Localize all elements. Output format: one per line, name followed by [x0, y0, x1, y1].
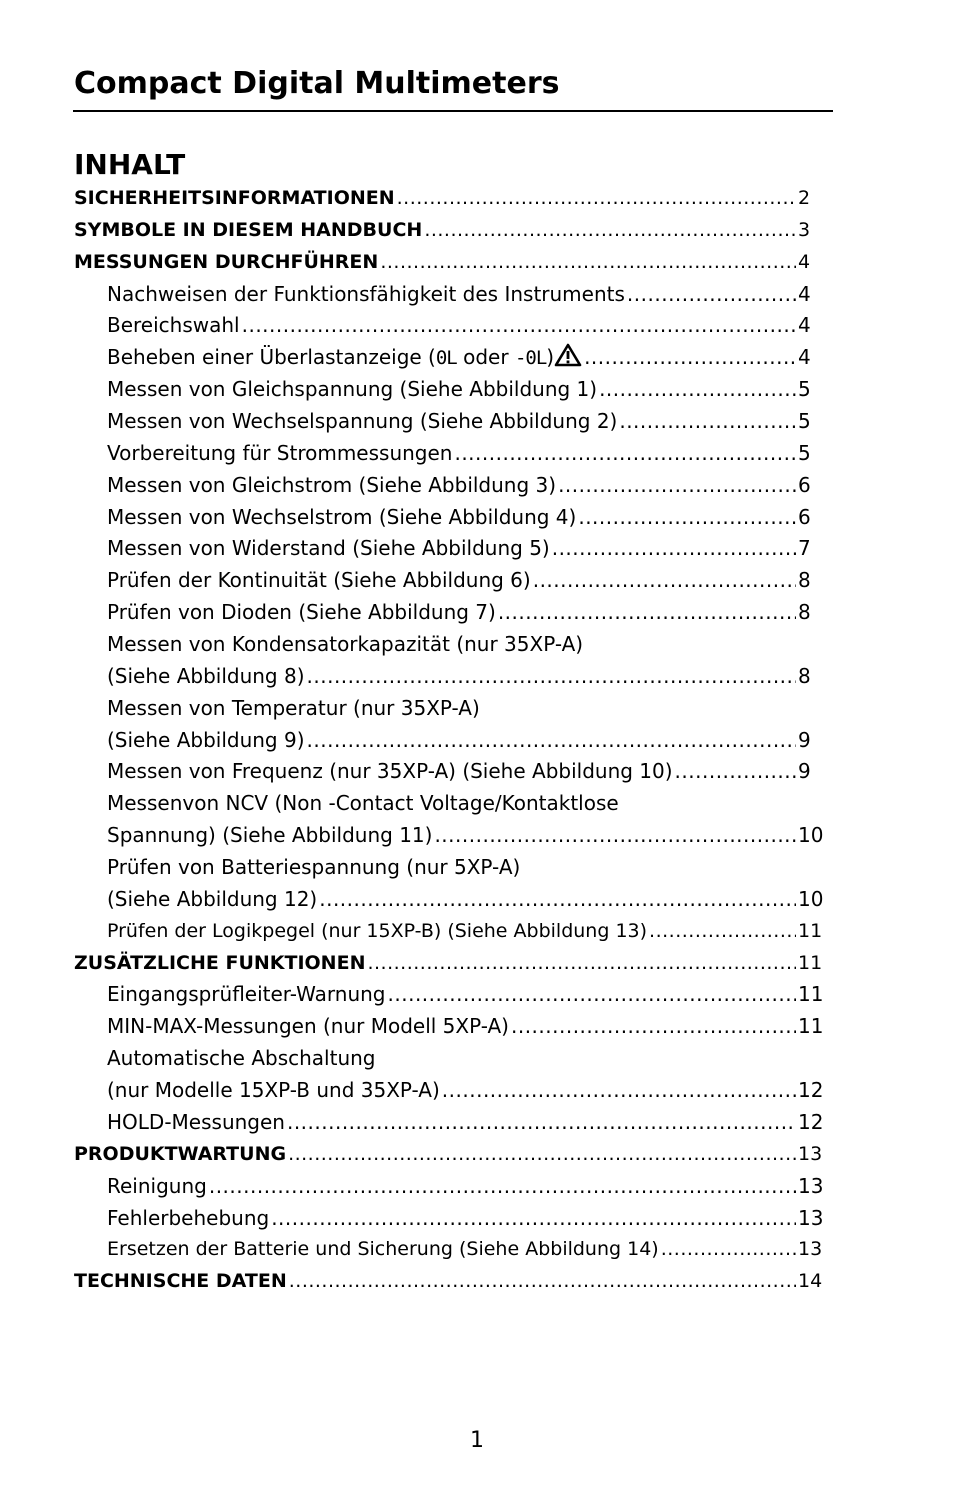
toc-entry-label: Messen von Wechselstrom (Siehe Abbildung 4): [107, 504, 577, 529]
toc-entry-label: Messen von Gleichstrom (Siehe Abbildung 3): [107, 472, 557, 497]
toc-entry: [74, 502, 830, 534]
toc-page-number: 4: [798, 281, 811, 306]
toc-entry-text: [74, 948, 365, 980]
table-of-contents: [74, 183, 830, 1298]
toc-entry: [74, 533, 830, 565]
toc-entry-label: MIN-MAX-Messungen (nur Modell 5XP-A): [107, 1014, 509, 1039]
toc-entry-label: TECHNISCHE DATEN: [74, 1270, 287, 1293]
toc-entry: [74, 470, 830, 502]
toc-entry: [74, 756, 830, 788]
toc-heading: [74, 183, 830, 215]
toc-entry: [74, 629, 830, 661]
toc-entry-label: Messen von Temperatur (nur 35XP-A): [107, 695, 480, 720]
toc-page-number: 11: [798, 919, 823, 942]
toc-entry-text: [107, 852, 520, 884]
page-number: 1: [470, 1428, 484, 1453]
toc-entry: [74, 438, 830, 470]
toc-entry-text: [107, 502, 576, 534]
toc-entry-suffix: ): [546, 345, 555, 370]
warning-triangle-icon: [554, 343, 582, 374]
toc-entry: [74, 693, 830, 725]
toc-leader-dots: [209, 1171, 796, 1203]
toc-leader-dots: [388, 979, 796, 1011]
toc-leader-dots: [584, 342, 796, 374]
toc-page-number: 5: [798, 440, 811, 465]
toc-entry-label: Messenvon NCV (Non -Contact Voltage/Kontaktlose: [107, 791, 619, 816]
toc-heading: [74, 948, 830, 980]
toc-leader-dots: [319, 884, 796, 916]
toc-entry-text: [107, 820, 432, 852]
toc-page-number: 8: [798, 568, 811, 593]
toc-entry: [74, 1107, 830, 1139]
toc-leader-dots: [552, 533, 796, 565]
toc-heading: [74, 1266, 830, 1298]
toc-page-number: 8: [798, 663, 811, 688]
toc-entry-text: [107, 279, 625, 311]
toc-entry-label: Messen von Gleichspannung (Siehe Abbildung 1): [107, 377, 598, 402]
toc-leader-dots: [380, 247, 796, 279]
toc-leader-dots: [661, 1234, 796, 1266]
toc-page-number: 4: [798, 313, 811, 338]
toc-entry-label: HOLD-Messungen: [107, 1109, 285, 1134]
toc-page-number: 2: [798, 187, 811, 209]
toc-entry: [74, 1203, 830, 1235]
toc-page-number: 9: [798, 759, 811, 784]
document-title: Compact Digital Multimeters: [74, 66, 560, 101]
toc-page-number: 3: [798, 218, 811, 241]
toc-entry-text: [107, 533, 550, 565]
toc-entry: [74, 1043, 830, 1075]
toc-leader-dots: [442, 1075, 796, 1107]
toc-entry-connector: oder: [456, 345, 515, 370]
toc-entry-label: Prüfen von Batteriespannung (nur 5XP-A): [107, 855, 521, 880]
toc-entry: [74, 565, 830, 597]
toc-entry-text: [107, 756, 673, 788]
toc-page-number: 14: [798, 1270, 823, 1293]
toc-entry-label: Messen von Wechselspannung (Siehe Abbildung 2): [107, 409, 618, 434]
toc-page-number: 5: [798, 377, 811, 402]
toc-leader-dots: [434, 820, 796, 852]
toc-page-number: 11: [798, 951, 823, 974]
toc-entry-text: [107, 310, 240, 342]
toc-entry: [74, 820, 830, 852]
toc-page-number: 13: [798, 1142, 823, 1165]
toc-leader-dots: [288, 1139, 796, 1171]
toc-leader-dots: [271, 1203, 796, 1235]
toc-entry-text: [107, 979, 386, 1011]
toc-heading: [74, 247, 830, 279]
toc-entry-label: Messen von Frequenz (nur 35XP-A) (Siehe Abbildung 10): [107, 759, 673, 784]
header-rule: [73, 110, 833, 112]
toc-entry-label: Beheben einer Überlastanzeige (: [107, 345, 436, 370]
toc-entry-label: Prüfen der Kontinuität (Siehe Abbildung 6): [107, 568, 531, 593]
toc-entry-text: [107, 406, 617, 438]
toc-entry-text: [107, 661, 305, 693]
toc-entry-text: [107, 470, 556, 502]
toc-leader-dots: [578, 502, 796, 534]
toc-page-number: 8: [798, 600, 811, 625]
toc-leader-dots: [397, 183, 796, 215]
toc-entry-label: Messen von Kondensatorkapazität (nur 35XP-A): [107, 632, 584, 657]
toc-entry-text: [107, 725, 305, 757]
toc-entry: [74, 342, 830, 374]
toc-leader-dots: [675, 756, 796, 788]
toc-entry-text: [107, 374, 597, 406]
toc-entry: [74, 1075, 830, 1107]
toc-page-number: 6: [798, 472, 811, 497]
toc-heading: [74, 1139, 830, 1171]
toc-entry: [74, 661, 830, 693]
toc-entry-text: [107, 597, 496, 629]
toc-entry: [74, 852, 830, 884]
toc-page-number: 11: [798, 1014, 824, 1039]
toc-entry: [74, 1234, 830, 1266]
toc-entry-label: Eingangsprüfleiter-Warnung: [107, 982, 386, 1007]
toc-leader-dots: [424, 215, 796, 247]
toc-entry-label: Vorbereitung für Strommessungen: [107, 440, 453, 465]
toc-page-number: 9: [798, 727, 811, 752]
toc-page-number: 11: [798, 982, 824, 1007]
toc-entry-label: (Siehe Abbildung 9): [107, 727, 305, 752]
toc-entry-text: [74, 1139, 286, 1171]
overload-indicator: 0L: [435, 347, 457, 370]
toc-entry-label: SYMBOLE IN DIESEM HANDBUCH: [74, 218, 423, 241]
toc-leader-dots: [533, 565, 796, 597]
toc-entry: [74, 725, 830, 757]
toc-entry-label: Reinigung: [107, 1173, 207, 1198]
toc-leader-dots: [619, 406, 796, 438]
toc-leader-dots: [558, 470, 796, 502]
toc-entry: [74, 1011, 830, 1043]
toc-entry-label: Bereichswahl: [107, 313, 240, 338]
toc-page-number: 13: [798, 1205, 824, 1230]
toc-entry-label: Automatische Abschaltung: [107, 1046, 376, 1071]
toc-page-number: 6: [798, 504, 811, 529]
toc-entry-text: [107, 1075, 440, 1107]
toc-entry-text: [107, 1011, 509, 1043]
toc-entry: [74, 788, 830, 820]
toc-page-number: 10: [798, 886, 824, 911]
toc-heading: [74, 215, 830, 247]
toc-entry-label: (Siehe Abbildung 8): [107, 663, 305, 688]
toc-entry: [74, 374, 830, 406]
toc-page-number: 10: [798, 823, 824, 848]
toc-leader-dots: [367, 948, 796, 980]
toc-entry-label: Ersetzen der Batterie und Sicherung (Siehe Abbildung 14): [107, 1238, 659, 1261]
toc-entry-text: [74, 183, 395, 215]
toc-leader-dots: [454, 438, 796, 470]
toc-entry-label: Messen von Widerstand (Siehe Abbildung 5): [107, 536, 550, 561]
toc-entry: [74, 1171, 830, 1203]
toc-entry-text: [107, 1171, 207, 1203]
toc-page-number: 13: [798, 1238, 823, 1261]
toc-entry-label: Fehlerbehebung: [107, 1205, 270, 1230]
toc-page-number: 4: [798, 345, 811, 370]
toc-entry-label: MESSUNGEN DURCHFÜHREN: [74, 250, 379, 273]
toc-entry-text: [74, 215, 422, 247]
negative-overload-indicator: -0L: [514, 347, 547, 370]
toc-entry: [74, 884, 830, 916]
toc-page-number: 12: [798, 1109, 824, 1134]
toc-entry-label: PRODUKTWARTUNG: [74, 1142, 287, 1165]
toc-entry-label: Prüfen von Dioden (Siehe Abbildung 7): [107, 600, 496, 625]
toc-leader-dots: [307, 725, 796, 757]
toc-leader-dots: [242, 310, 796, 342]
toc-page-number: 13: [798, 1173, 824, 1198]
toc-entry: [74, 279, 830, 311]
toc-entry: [74, 979, 830, 1011]
toc-entry-text: [107, 565, 531, 597]
toc-page-number: 5: [798, 409, 811, 434]
toc-entry-text: [107, 884, 317, 916]
toc-entry-text: [107, 438, 452, 470]
toc-entry-text: [107, 916, 647, 948]
toc-page-number: 4: [798, 250, 811, 273]
toc-entry-text: [107, 1234, 659, 1266]
toc-leader-dots: [498, 597, 796, 629]
toc-entry: [74, 916, 830, 948]
toc-entry-text: [107, 788, 619, 820]
toc-entry: [74, 310, 830, 342]
toc-leader-dots: [511, 1011, 796, 1043]
toc-entry-text: [107, 1203, 269, 1235]
toc-entry-text: [107, 693, 480, 725]
toc-leader-dots: [599, 374, 796, 406]
toc-entry-label: ZUSÄTZLICHE FUNKTIONEN: [74, 951, 366, 974]
toc-entry: [74, 597, 830, 629]
toc-entry-text: [74, 247, 378, 279]
section-title: INHALT: [74, 148, 186, 181]
toc-page-number: 12: [798, 1078, 824, 1103]
toc-leader-dots: [627, 279, 796, 311]
toc-entry-label: (nur Modelle 15XP-B und 35XP-A): [107, 1078, 440, 1103]
toc-entry-text: [107, 1107, 285, 1139]
toc-leader-dots: [287, 1107, 796, 1139]
toc-entry-label: (Siehe Abbildung 12): [107, 886, 318, 911]
toc-entry-text: [107, 1043, 376, 1075]
toc-entry-label: Prüfen der Logikpegel (nur 15XP-B) (Siehe Abbildung 13): [107, 919, 648, 942]
toc-entry-label: Nachweisen der Funktionsfähigkeit des Instruments: [107, 281, 625, 306]
toc-leader-dots: [307, 661, 796, 693]
toc-entry-text: [74, 1266, 287, 1298]
toc-page-number: 7: [798, 536, 811, 561]
toc-leader-dots: [649, 916, 796, 948]
toc-entry: [74, 406, 830, 438]
toc-entry-label: Spannung) (Siehe Abbildung 11): [107, 823, 433, 848]
toc-entry-label: SICHERHEITSINFORMATIONEN: [74, 187, 395, 209]
toc-leader-dots: [289, 1266, 796, 1298]
toc-entry-text: [107, 629, 583, 661]
toc-entry-text: [107, 342, 582, 374]
